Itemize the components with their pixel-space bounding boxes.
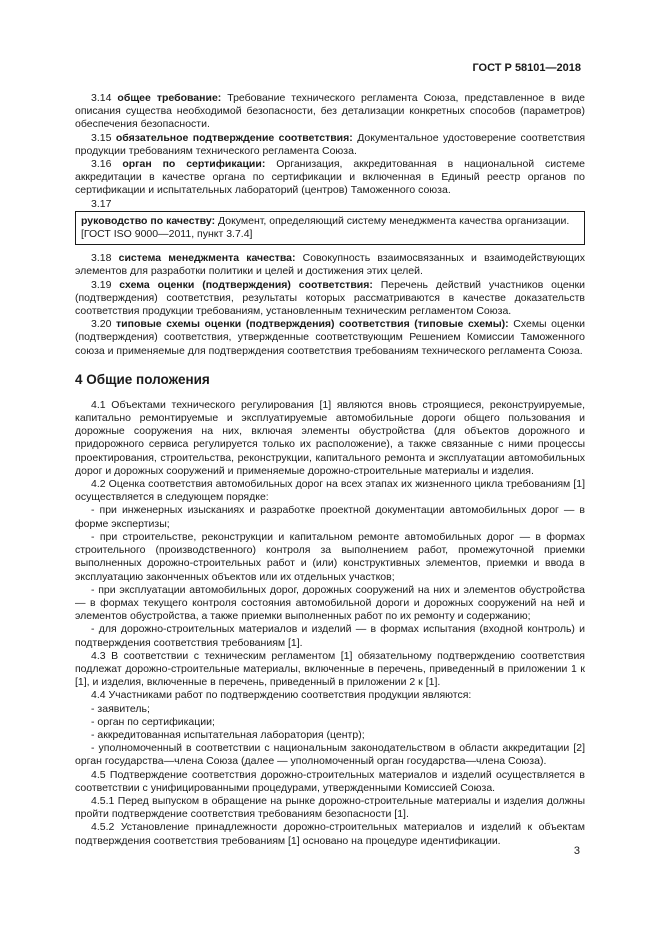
- definition-3-18: [75, 252, 585, 278]
- definition-text: Схемы оценки (подтверждения) соответствия, утвержденные соответствующим Решением Комиссии Таможенного союза и применяемые для подтверждения соответствия требованиям технического регламента Союза.: [75, 318, 585, 357]
- paragraph-4-5-1: 4.5.1 Перед выпуском в обращение на рынке дорожно-строительные материалы и изделия должны пройти подтверждение соответствия требованиям безопасности [1].: [75, 794, 585, 821]
- definition-number: 3.16: [91, 158, 112, 171]
- page-number: 3: [573, 845, 580, 857]
- list-item: - при инженерных изысканиях и разработке проектной документации автомобильных дорог — в форме экспертизы;: [75, 504, 585, 530]
- list-item: - орган по сертификации;: [91, 715, 215, 728]
- definition-3-15: [75, 132, 585, 158]
- paragraph-4-3: 4.3 В соответствии с техническим регламентом [1] обязательному подтверждению соответствия подлежат дорожно-строительные материалы, включенные в перечень, приведенный в приложении 1 к [1], и изделия, включенные в перечень, приведенный в приложении 2 к [1].: [75, 649, 585, 689]
- standard-header: ГОСТ Р 58101—2018: [472, 62, 581, 74]
- definition-3-17: [81, 215, 579, 228]
- paragraph-4-5: 4.5 Подтверждение соответствия дорожно-строительных материалов и изделий осуществляется в соответствии с унифицированными процедурами, утвержденными Комиссией Союза.: [75, 768, 585, 794]
- definition-term: обязательное подтверждение соответствия:: [115, 131, 353, 144]
- definition-term: система менеджмента качества:: [118, 252, 296, 265]
- definition-text: Организация, аккредитованная в национальной системе аккредитации в качестве органа по сертификации и включенная в Единый реестр органов по сертификации и испытательных лабораторий (центров) Таможенного союза.: [75, 158, 585, 197]
- definition-text: Совокупность взаимосвязанных и взаимодействующих элементов для разработки политики и целей и достижения этих целей.: [75, 252, 585, 278]
- definition-number: 3.18: [91, 252, 112, 265]
- definition-number: 3.19: [91, 278, 112, 291]
- definition-3-19: [75, 279, 585, 319]
- page-content: [75, 92, 585, 848]
- definition-3-20: [75, 318, 585, 358]
- definition-number: 3.14: [91, 92, 112, 104]
- paragraph-4-2: 4.2 Оценка соответствия автомобильных дорог на всех этапах их жизненного цикла требованиям [1] осуществляется в следующем порядке:: [75, 478, 585, 504]
- definition-term: схема оценки (подтверждения) соответствия:: [119, 278, 373, 291]
- definition-term: руководство по качеству:: [81, 214, 216, 227]
- list-item: - при строительстве, реконструкции и капитальном ремонте автомобильных дорог — в формах строительного (производственного) контроля за выполнением работ, промежуточной приемки выполненных дорожно-строительных работ и (или) конструктивных элементов, приемки и ввода в эксплуатацию законченных объектов или их отдельных участков;: [75, 530, 585, 583]
- definition-3-14: [75, 92, 585, 132]
- list-item: - заявитель;: [91, 702, 150, 715]
- definition-3-17-number: 3.17: [91, 197, 112, 210]
- section-4-heading: 4 Общие положения: [75, 371, 210, 387]
- list-item: - при эксплуатации автомобильных дорог, дорожных сооружений на них и элементов обустройства — в формах текущего контроля состояния автомобильной дороги и дорожных сооружений на ней и элементов обустройства, а также приемки выполненных работ по их ремонту и содержанию;: [75, 583, 585, 623]
- paragraph-4-5-2: 4.5.2 Установление принадлежности дорожно-строительных материалов и изделий к объектам подтверждения соответствия требованиям [1] основано на процедуре идентификации.: [75, 821, 585, 847]
- definition-reference: [ГОСТ ISO 9000—2011, пункт 3.7.4]: [81, 228, 253, 241]
- definition-text: Документальное удостоверение соответствия продукции требованиям технического регламента Союза.: [75, 131, 586, 157]
- definition-term: типовые схемы оценки (подтверждения) соответствия (типовые схемы):: [116, 318, 509, 331]
- definition-3-16: [75, 158, 585, 198]
- definition-text: Требование технического регламента Союза, представленное в виде описания существа необходимой безопасности, без детализации конкретных способов (параметров) обеспечения безопасности.: [75, 92, 585, 131]
- definition-number: 3.15: [91, 131, 112, 144]
- paragraph-4-1: 4.1 Объектами технического регулирования [1] являются вновь строящиеся, реконструируемые, капитально ремонтируемые и эксплуатируемые автомобильные дороги общего пользования и дорожные сооружения на них, включая элементы обустройства (для объектов дорожного и придорожного сервиса регулируется только их расположение), а также связанные с ними процессы проектирования, строительства, реконструкции, капитального ремонта и эксплуатации автомобильных дорог и дорожных сооружений и применяемые дорожно-строительные материалы и изделия.: [75, 398, 585, 477]
- list-item: - для дорожно-строительных материалов и изделий — в формах испытания (входной контроль) и подтверждения соответствия требованиям [1].: [75, 623, 585, 649]
- definition-number: 3.20: [91, 318, 112, 331]
- list-item: - уполномоченный в соответствии с национальным законодательством в области аккредитации [2] орган государства—члена Союза (далее — уполномоченный орган государства—члена Союза).: [75, 742, 585, 768]
- list-item: - аккредитованная испытательная лаборатория (центр);: [91, 728, 365, 741]
- definition-term: орган по сертификации:: [122, 158, 266, 171]
- definition-text: Перечень действий участников оценки (подтверждения) соответствия, результаты которых рассматриваются в качестве доказательств соответствия продукции требованиям, установленным техническим регламентом Союза.: [75, 278, 585, 318]
- definition-3-17-box: [75, 211, 585, 245]
- paragraph-4-4: 4.4 Участниками работ по подтверждению соответствия продукции являются:: [91, 689, 472, 702]
- definition-term: общее требование:: [117, 92, 222, 104]
- definition-text: Документ, определяющий систему менеджмента качества организации.: [215, 214, 570, 227]
